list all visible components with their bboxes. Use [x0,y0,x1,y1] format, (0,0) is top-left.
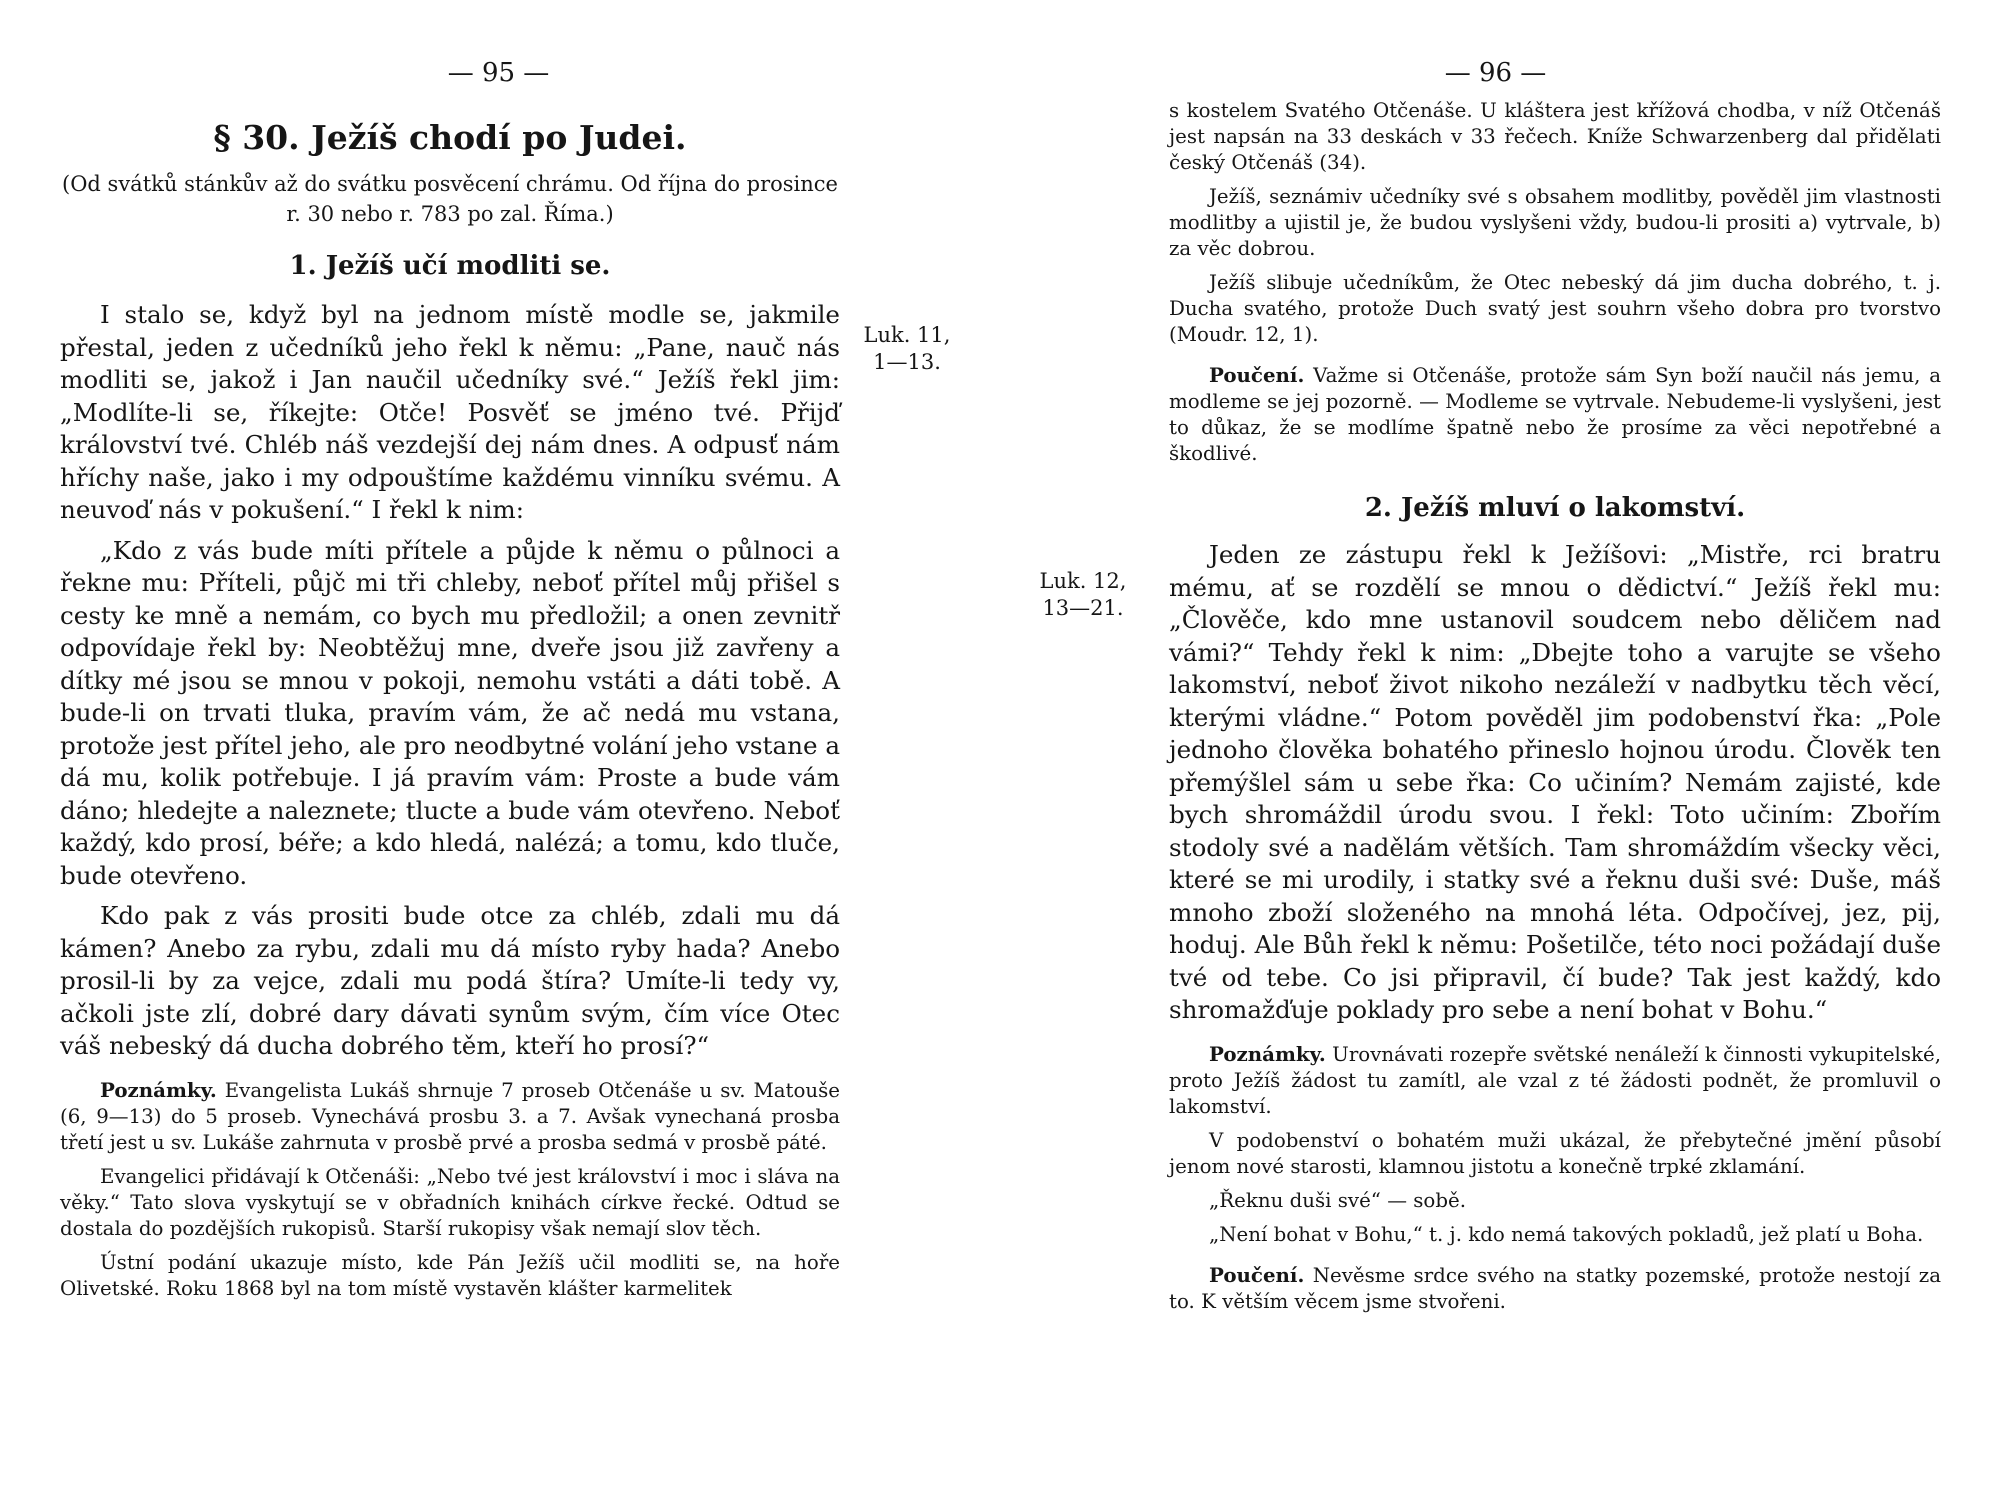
notes-label: Poznámky. [100,1077,217,1102]
notes-label: Poznámky. [1209,1041,1326,1066]
left-text-column [60,118,840,1302]
margin-reference [852,322,962,376]
margin-reference-line: Luk. 11, [863,323,951,347]
note-paragraph [60,1077,840,1156]
lesson-text: Važme si Otčenáše, protože sám Syn boží naučil nás jemu, a modleme se jej pozorně. — Modleme se vytrvale. Nebudeme-li vyslyšeni, jest to důkaz, že se modlíme špatně nebo že prosíme za věci nepotřebné a škodlivé. [1169,364,1942,465]
section-title: § 30. Ježíš chodí po Judei. [213,118,687,157]
lesson-paragraph [1169,362,1941,467]
paragraph: I stalo se, když byl na jednom místě modle se, jakmile přestal, jeden z učedníků jeho řekl k němu: „Pane, nauč nás modliti se, jakož i Jan naučil učedníky své.“ Ježíš řekl jim: „Modlíte-li se, říkejte: Otče! Posvěť se jméno tvé. Přijď království tvé. Chléb náš vezdejší dej nám dnes. A odpusť nám hříchy naše, jako i my odpouštíme každému vinníku svému. A neuvoď nás v pokušení.“ I řekl k nim: [60,300,840,524]
margin-reference-line: Luk. 12, [1039,569,1127,593]
note-paragraph: „Řeknu duši své“ — sobě. [1209,1188,1466,1212]
margin-reference-line: 13—21. [1042,596,1124,620]
margin-reference [1028,568,1138,622]
page-number: — 95 — [447,58,550,88]
lesson-text: Nevěsme srdce svého na statky pozemské, protože nestojí za to. K větším věcem jsme stvořeni. [1169,1263,1942,1313]
lesson-label: Poučení. [1209,363,1305,387]
right-text-column [1169,98,1941,1315]
paragraph: Kdo pak z vás prositi bude otce za chléb, zdali mu dá kámen? Anebo za rybu, zdali mu dá místo ryby hada? Anebo prosil-li by za vejce, zdali mu podá štíra? Umíte-li tedy vy, ačkoli jste zlí, dobré dary dávati synům svým, čím více Otec váš nebeský dá ducha dobrého těm, kteří ho prosí?“ [60,901,840,1060]
note-paragraph: V podobenství o bohatém muži ukázal, že přebytečné jmění působí jenom nové starosti, klamnou jistotu a konečně trpké zklamání. [1169,1128,1941,1178]
paragraph: „Kdo z vás bude míti přítele a půjde k němu o půlnoci a řekne mu: Příteli, půjč mi tři chleby, neboť přítel můj přišel s cesty ke mně a nemám, co bych mu předložil; a onen zevnitř odpovídaje řekl by: Neobtěžuj mne, dveře jsou již zavřeny a dítky mé jsou se mnou v pokoji, nemohu vstáti a dáti tobě. A bude-li on trvati tluka, pravím vám, že ač nedá mu vstana, protože jest přítel jeho, ale pro neodbytné volání jeho vstane a dá mu, kolik potřebuje. I já pravím vám: Proste a bude vám dáno; hledejte a naleznete; tlucte a bude vám otevřeno. Neboť každý, kdo prosí, béře; a kdo hledá, nalézá; a tomu, kdo tluče, bude otevřeno. [60,535,840,890]
note-paragraph: Ústní podání ukazuje místo, kde Pán Ježíš učil modliti se, na hoře Olivetské. Roku 1868 byl na tom místě vystavěn klášter karmelitek [60,1250,840,1300]
note-text: Evangelista Lukáš shrnuje 7 proseb Otčenáše u sv. Matouše (6, 9—13) do 5 proseb. Vynechává prosbu 3. a 7. Avšak vynechaná prosba třetí jest u sv. Lukáše zahrnuta v prosbě prvé a prosba sedmá v prosbě páté. [60,1078,840,1154]
subsection-title: 1. Ježíš učí modliti se. [289,251,611,281]
section-subtitle: (Od svátků stánkův až do svátku posvěcení chrámu. Od října do prosince r. 30 nebo r. 783 po zal. Říma.) [62,172,838,226]
note-paragraph: s kostelem Svatého Otčenáše. U kláštera jest křížová chodba, v níž Otčenáš jest napsán na 33 deskách v 33 řečech. Kníže Schwarzenberg dal přidělati český Otčenáš (34). [1169,99,1941,174]
paragraph: Jeden ze zástupu řekl k Ježíšovi: „Mistře, rci bratru mému, ať se rozdělí se mnou o dědictví.“ Ježíš řekl mu: „Člověče, kdo mne ustanovil soudcem nebo děličem nad vámi?“ Tehdy řekl k nim: „Dbejte toho a varujte se všeho lakomství, neboť život nikoho nezáleží v nadbytku těch věcí, kterými vládne.“ Potom pověděl jim podobenství řka: „Pole jednoho člověka bohatého přineslo hojnou úrodu. Člověk ten přemýšlel sám u sebe řka: Co učiním? Nemám zajisté, kde bych shromáždil úrodu svou. I řekl: Toto učiním: Zbořím stodoly své a nadělám větších. Tam shromáždím všecky věci, které se mi urodily, i statky své a řeknu duši své: Duše, máš mnoho zboží složeného na mnohá léta. Odpočívej, jez, pij, hoduj. Ale Bůh řekl k němu: Pošetilče, této noci požádají duše tvé od tebe. Co jsi připravil, čí bude? Tak jest každý, kdo shromažďuje poklady pro sebe a není bohat v Bohu.“ [1169,540,1941,1024]
note-text: Urovnávati rozepře světské nenáleží k činnosti vykupitelské, proto Ježíš žádost tu zamítl, ale vzal z té žádosti podnět, že promluvil o lakomství. [1169,1042,1941,1118]
lesson-paragraph [1169,1262,1941,1315]
note-paragraph: Ježíš, seznámiv učedníky své s obsahem modlitby, pověděl jim vlastnosti modlitby a ujistil je, že budou vyslyšeni vždy, budou-li prositi a) vytrvale, b) za věc dobrou. [1169,185,1941,260]
note-paragraph [1169,1041,1941,1120]
right-page [997,0,1994,1500]
margin-reference-line: 1—13. [873,350,941,374]
note-paragraph: Evangelici přidávají k Otčenáši: „Nebo tvé jest království i moc i sláva na věky.“ Tato slova vyskytují se v obřadních knihách církve řecké. Odtud se dostala do pozdějších rukopisů. Starší rukopisy však nemají slov těch. [60,1164,840,1240]
lesson-label: Poučení. [1209,1262,1305,1287]
page-number: — 96 — [1444,58,1547,88]
note-paragraph: Ježíš slibuje učedníkům, že Otec nebeský dá jim ducha dobrého, t. j. Ducha svatého, protože Duch svatý jest souhrn všeho dobra pro tvorstvo (Moudr. 12, 1). [1169,271,1941,346]
note-paragraph: „Není bohat v Bohu,“ t. j. kdo nemá takových pokladů, jež platí u Boha. [1209,1222,1924,1246]
subsection-title: 2. Ježíš mluví o lakomství. [1364,493,1746,523]
